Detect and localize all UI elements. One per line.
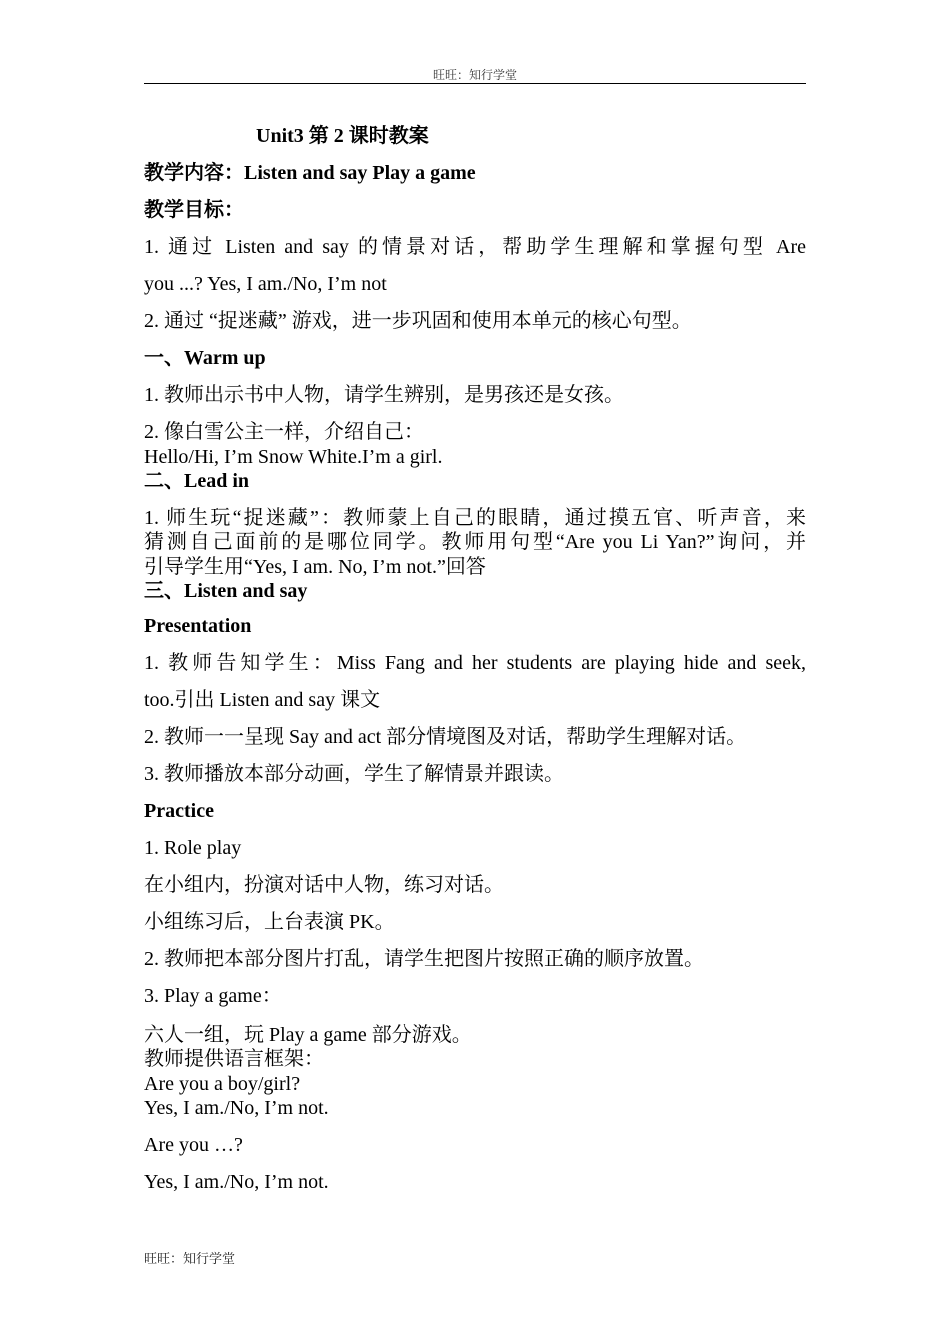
lead-in-line-2: 猜测自己面前的是哪位同学。教师用句型“Are you Li Yan?”询问，并 bbox=[144, 531, 806, 553]
warm-up-item-2: 2. 像白雪公主一样，介绍自己： bbox=[144, 421, 424, 443]
practice-3-b: 教师提供语言框架： bbox=[144, 1048, 324, 1070]
practice-3-f: Yes, I am./No, I’m not. bbox=[144, 1170, 329, 1193]
practice-heading: Practice bbox=[144, 799, 214, 822]
lead-in-line-1: 1. 师生玩“捉迷藏”：教师蒙上自己的眼睛，通过摸五官、听声音，来 bbox=[144, 506, 806, 529]
practice-2: 2. 教师把本部分图片打乱，请学生把图片按照正确的顺序放置。 bbox=[144, 947, 704, 970]
page-footer: 旺旺：知行学堂 bbox=[144, 1251, 236, 1266]
header-divider bbox=[144, 83, 806, 84]
document-title: Unit3 第 2 课时教案 bbox=[256, 125, 429, 147]
page-header: 旺旺：知行学堂 bbox=[432, 68, 517, 82]
objectives-heading: 教学目标： bbox=[144, 199, 244, 221]
practice-1-b: 小组练习后，上台表演 PK。 bbox=[144, 910, 395, 933]
practice-3: 3. Play a game： bbox=[144, 984, 282, 1007]
presentation-heading: Presentation bbox=[144, 614, 252, 637]
listen-say-heading: 三、Listen and say bbox=[144, 580, 308, 602]
practice-3-c: Are you a boy/girl? bbox=[144, 1072, 301, 1095]
objective-1-line-1: 1. 通过 Listen and say 的情景对话，帮助学生理解和掌握句型 Are bbox=[144, 236, 806, 258]
practice-1: 1. Role play bbox=[144, 836, 242, 859]
presentation-1-line-1: 1. 教师告知学生：Miss Fang and her students are playing hide and seek, bbox=[144, 651, 806, 674]
warm-up-heading: 一、Warm up bbox=[144, 347, 266, 369]
practice-3-e: Are you …? bbox=[144, 1133, 243, 1156]
teaching-content: 教学内容：Listen and say Play a game bbox=[144, 162, 476, 184]
practice-3-a: 六人一组，玩 Play a game 部分游戏。 bbox=[144, 1023, 472, 1046]
document-body bbox=[144, 118, 806, 1201]
warm-up-item-1: 1. 教师出示书中人物，请学生辨别，是男孩还是女孩。 bbox=[144, 384, 624, 406]
objective-1-line-2: you ...? Yes, I am./No, I’m not bbox=[144, 273, 387, 295]
lead-in-heading: 二、Lead in bbox=[144, 470, 250, 492]
presentation-3: 3. 教师播放本部分动画，学生了解情景并跟读。 bbox=[144, 762, 564, 785]
practice-1-a: 在小组内，扮演对话中人物，练习对话。 bbox=[144, 873, 504, 896]
lead-in-line-3: 引导学生用“Yes, I am. No, I’m not.”回答 bbox=[144, 555, 486, 578]
practice-3-d: Yes, I am./No, I’m not. bbox=[144, 1097, 329, 1119]
presentation-1-line-2: too.引出 Listen and say 课文 bbox=[144, 688, 381, 711]
warm-up-example: Hello/Hi, I’m Snow White.I’m a girl. bbox=[144, 445, 443, 468]
objective-2: 2. 通过 “捉迷藏” 游戏，进一步巩固和使用本单元的核心句型。 bbox=[144, 310, 692, 332]
presentation-2: 2. 教师一一呈现 Say and act 部分情境图及对话，帮助学生理解对话。 bbox=[144, 725, 747, 748]
